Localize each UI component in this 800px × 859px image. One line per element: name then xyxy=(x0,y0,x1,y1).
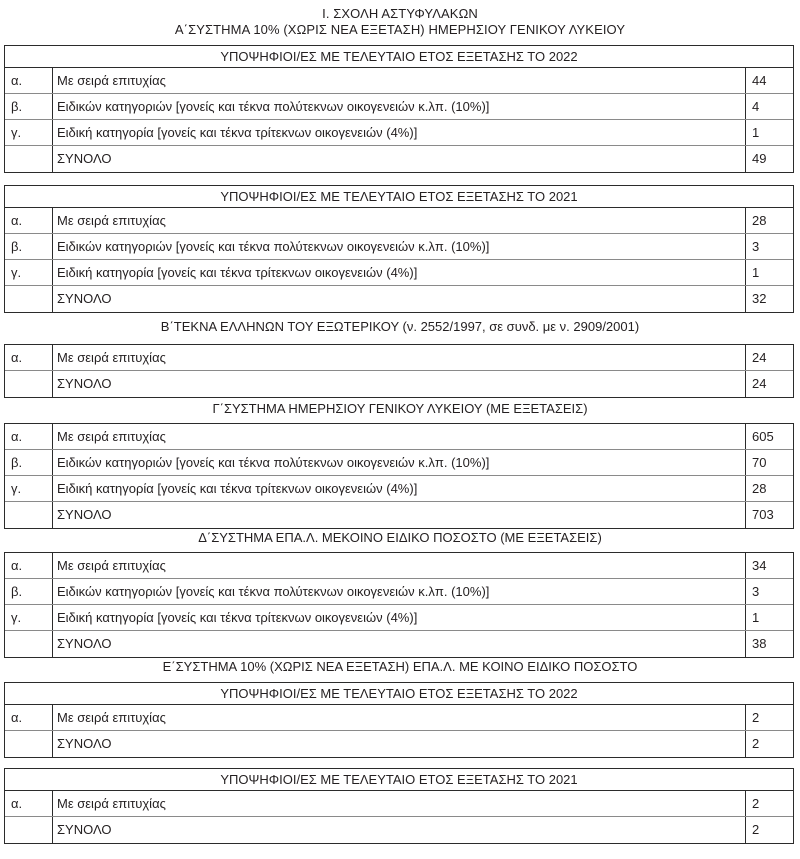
row-label: ΣΥΝΟΛΟ xyxy=(53,502,746,528)
row-label: Με σειρά επιτυχίας xyxy=(53,68,746,93)
table-row-total xyxy=(5,731,793,757)
row-label: Με σειρά επιτυχίας xyxy=(53,791,746,816)
row-letter xyxy=(5,371,53,397)
row-letter: α. xyxy=(5,424,53,449)
table-a-2022 xyxy=(4,45,794,173)
row-label: ΣΥΝΟΛΟ xyxy=(53,286,746,312)
row-letter xyxy=(5,817,53,843)
row-value: 1 xyxy=(752,265,760,280)
table-e-2022 xyxy=(4,682,794,758)
row-label: ΣΥΝΟΛΟ xyxy=(53,371,746,397)
table-row xyxy=(5,791,793,817)
row-value: 32 xyxy=(752,291,767,306)
row-value: 2 xyxy=(752,822,760,837)
row-label: Με σειρά επιτυχίας xyxy=(53,424,746,449)
row-letter: γ. xyxy=(5,476,53,501)
row-label: Με σειρά επιτυχίας xyxy=(53,208,746,233)
table-header: ΥΠΟΨΗΦΙΟΙ/ΕΣ ΜΕ ΤΕΛΕΥΤΑΙΟ ΕΤΟΣ ΕΞΕΤΑΣΗΣ ΤΟ 2021 xyxy=(5,769,793,791)
row-label: Ειδική κατηγορία [γονείς και τέκνα τρίτεκνων οικογενειών (4%)] xyxy=(53,605,746,630)
row-value: 2 xyxy=(752,710,760,725)
row-letter xyxy=(5,286,53,312)
table-header: ΥΠΟΨΗΦΙΟΙ/ΕΣ ΜΕ ΤΕΛΕΥΤΑΙΟ ΕΤΟΣ ΕΞΕΤΑΣΗΣ ΤΟ 2022 xyxy=(5,683,793,705)
row-value: 44 xyxy=(752,73,767,88)
table-e-2021 xyxy=(4,768,794,844)
row-label: Ειδική κατηγορία [γονείς και τέκνα τρίτεκνων οικογενειών (4%)] xyxy=(53,260,746,285)
row-value: 1 xyxy=(752,610,760,625)
row-letter xyxy=(5,502,53,528)
row-letter: α. xyxy=(5,345,53,370)
row-value: 605 xyxy=(752,429,774,444)
row-label: Με σειρά επιτυχίας xyxy=(53,345,746,370)
table-row xyxy=(5,234,793,260)
row-value: 24 xyxy=(752,376,767,391)
row-label: Ειδικών κατηγοριών [γονείς και τέκνα πολύτεκνων οικογενειών κ.λπ. (10%)] xyxy=(53,450,746,475)
table-row xyxy=(5,450,793,476)
table-a-2021 xyxy=(4,185,794,313)
row-value: 49 xyxy=(752,151,767,166)
row-label: Ειδικών κατηγοριών [γονείς και τέκνα πολύτεκνων οικογενειών κ.λπ. (10%)] xyxy=(53,234,746,259)
row-value: 70 xyxy=(752,455,767,470)
row-value: 34 xyxy=(752,558,767,573)
row-letter: γ. xyxy=(5,260,53,285)
row-letter: β. xyxy=(5,450,53,475)
table-row-total xyxy=(5,502,793,528)
table-row xyxy=(5,345,793,371)
table-row xyxy=(5,260,793,286)
row-value: 28 xyxy=(752,481,767,496)
row-value: 3 xyxy=(752,239,760,254)
row-value: 24 xyxy=(752,350,767,365)
table-row xyxy=(5,705,793,731)
row-letter: γ. xyxy=(5,605,53,630)
table-row xyxy=(5,208,793,234)
row-letter xyxy=(5,631,53,657)
section-c-heading: Γ΄ΣΥΣΤΗΜΑ ΗΜΕΡΗΣΙΟΥ ΓΕΝΙΚΟΥ ΛΥΚΕΙΟΥ (ΜΕ ΕΞΕΤΑΣΕΙΣ) xyxy=(212,401,588,416)
row-letter xyxy=(5,146,53,172)
section-e-heading: Ε΄ΣΥΣΤΗΜΑ 10% (ΧΩΡΙΣ ΝΕΑ ΕΞΕΤΑΣΗ) ΕΠΑ.Λ. ΜΕ ΚΟΙΝΟ ΕΙΔΙΚΟ ΠΟΣΟΣΤΟ xyxy=(162,659,638,674)
row-value: 703 xyxy=(752,507,774,522)
row-letter: α. xyxy=(5,68,53,93)
row-label: Με σειρά επιτυχίας xyxy=(53,553,746,578)
table-header: ΥΠΟΨΗΦΙΟΙ/ΕΣ ΜΕ ΤΕΛΕΥΤΑΙΟ ΕΤΟΣ ΕΞΕΤΑΣΗΣ ΤΟ 2022 xyxy=(5,46,793,68)
row-label: Ειδικών κατηγοριών [γονείς και τέκνα πολύτεκνων οικογενειών κ.λπ. (10%)] xyxy=(53,94,746,119)
table-row xyxy=(5,579,793,605)
row-letter: α. xyxy=(5,553,53,578)
table-row xyxy=(5,476,793,502)
table-row-total xyxy=(5,286,793,312)
table-row-total xyxy=(5,371,793,397)
section-d-heading: Δ΄ΣΥΣΤΗΜΑ ΕΠΑ.Λ. ΜΕΚΟΙΝΟ ΕΙΔΙΚΟ ΠΟΣΟΣΤΟ (ΜΕ ΕΞΕΤΑΣΕΙΣ) xyxy=(198,530,602,545)
row-value: 2 xyxy=(752,796,760,811)
row-value: 28 xyxy=(752,213,767,228)
row-letter: γ. xyxy=(5,120,53,145)
row-letter: α. xyxy=(5,791,53,816)
table-row-total xyxy=(5,631,793,657)
table-row xyxy=(5,424,793,450)
table-header: ΥΠΟΨΗΦΙΟΙ/ΕΣ ΜΕ ΤΕΛΕΥΤΑΙΟ ΕΤΟΣ ΕΞΕΤΑΣΗΣ ΤΟ 2021 xyxy=(5,186,793,208)
row-value: 38 xyxy=(752,636,767,651)
row-label: Ειδική κατηγορία [γονείς και τέκνα τρίτεκνων οικογενειών (4%)] xyxy=(53,120,746,145)
table-d xyxy=(4,552,794,658)
table-row xyxy=(5,94,793,120)
row-label: ΣΥΝΟΛΟ xyxy=(53,146,746,172)
row-value: 1 xyxy=(752,125,760,140)
table-row xyxy=(5,120,793,146)
row-letter: α. xyxy=(5,705,53,730)
table-row xyxy=(5,68,793,94)
row-value: 4 xyxy=(752,99,760,114)
table-b xyxy=(4,344,794,398)
row-letter: β. xyxy=(5,234,53,259)
row-label: Ειδική κατηγορία [γονείς και τέκνα τρίτεκνων οικογενειών (4%)] xyxy=(53,476,746,501)
row-value: 3 xyxy=(752,584,760,599)
system-a-title: Α΄ΣΥΣΤΗΜΑ 10% (ΧΩΡΙΣ ΝΕΑ ΕΞΕΤΑΣΗ) ΗΜΕΡΗΣΙΟΥ ΓΕΝΙΚΟΥ ΛΥΚΕΙΟΥ xyxy=(174,22,626,37)
row-letter: β. xyxy=(5,579,53,604)
table-row-total xyxy=(5,146,793,172)
row-letter: β. xyxy=(5,94,53,119)
row-letter xyxy=(5,731,53,757)
row-letter: α. xyxy=(5,208,53,233)
row-value: 2 xyxy=(752,736,760,751)
row-label: Ειδικών κατηγοριών [γονείς και τέκνα πολύτεκνων οικογενειών κ.λπ. (10%)] xyxy=(53,579,746,604)
table-row xyxy=(5,553,793,579)
school-title: Ι. ΣΧΟΛΗ ΑΣΤΥΦΥΛΑΚΩΝ xyxy=(322,6,478,21)
row-label: ΣΥΝΟΛΟ xyxy=(53,731,746,757)
table-row-total xyxy=(5,817,793,843)
table-row xyxy=(5,605,793,631)
row-label: ΣΥΝΟΛΟ xyxy=(53,631,746,657)
table-c xyxy=(4,423,794,529)
row-label: Με σειρά επιτυχίας xyxy=(53,705,746,730)
row-label: ΣΥΝΟΛΟ xyxy=(53,817,746,843)
section-b-heading: Β΄ΤΕΚΝΑ ΕΛΛΗΝΩΝ ΤΟΥ ΕΞΩΤΕΡΙΚΟΥ (ν. 2552/1997, σε συνδ. με ν. 2909/2001) xyxy=(160,319,640,334)
